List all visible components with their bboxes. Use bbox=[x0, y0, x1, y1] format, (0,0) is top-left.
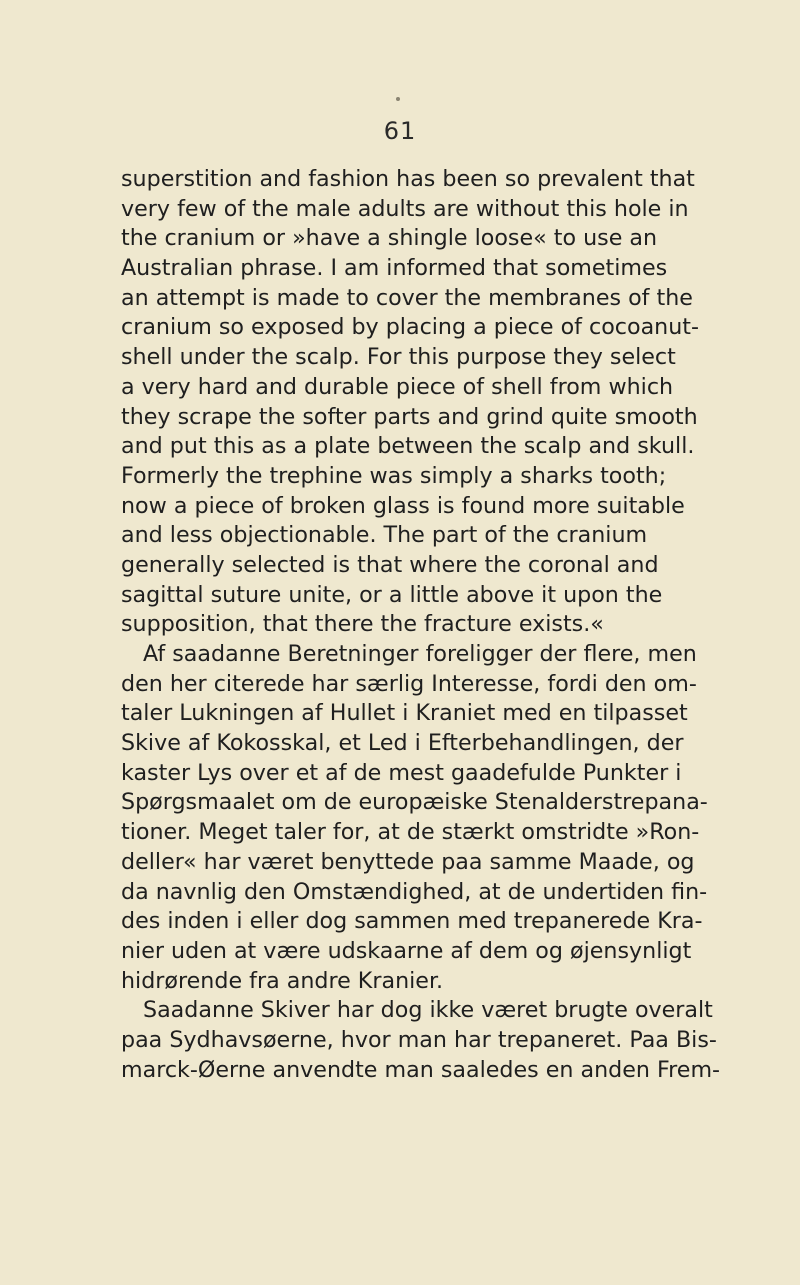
text-line: cranium so exposed by placing a piece of cocoanut- bbox=[121, 314, 699, 341]
body-text bbox=[121, 165, 721, 1085]
text-line: tioner. Meget taler for, at de stærkt omstridte »Ron- bbox=[121, 819, 700, 846]
text-line: Formerly the trephine was simply a sharks tooth; bbox=[121, 462, 667, 489]
text-line: very few of the male adults are without this hole in bbox=[121, 195, 689, 222]
text-line: taler Lukningen af Hullet i Kraniet med en tilpasset bbox=[121, 700, 688, 727]
text-line: the cranium or »have a shingle loose« to use an bbox=[121, 225, 658, 252]
print-speck bbox=[396, 97, 400, 101]
text-line: Spørgsmaalet om de europæiske Stenalderstrepana- bbox=[121, 789, 708, 816]
text-line: superstition and fashion has been so prevalent that bbox=[121, 166, 695, 192]
text-line: paa Sydhavsøerne, hvor man har trepaneret. Paa Bis- bbox=[121, 1026, 717, 1053]
text-line: marck-Øerne anvendte man saaledes en anden Frem- bbox=[121, 1056, 721, 1083]
text-line: des inden i eller dog sammen med trepanerede Kra- bbox=[121, 908, 703, 935]
text-line: nier uden at være udskaarne af dem og øjensynligt bbox=[121, 937, 692, 964]
text-line: generally selected is that where the coronal and bbox=[121, 551, 659, 578]
text-line: now a piece of broken glass is found more suitable bbox=[121, 492, 685, 519]
text-line: a very hard and durable piece of shell from which bbox=[121, 373, 674, 400]
text-line: deller« har været benyttede paa samme Maade, og bbox=[121, 848, 695, 875]
text-line: and less objectionable. The part of the cranium bbox=[121, 522, 648, 549]
text-line: hidrørende fra andre Kranier. bbox=[121, 967, 444, 994]
text-line: shell under the scalp. For this purpose they select bbox=[121, 344, 676, 371]
paragraph-start-line: Af saadanne Beretninger foreligger der flere, men bbox=[143, 641, 697, 667]
text-line: da navnlig den Omstændighed, at de undertiden fin- bbox=[121, 878, 708, 905]
text-line: den her citerede har særlig Interesse, fordi den om- bbox=[121, 670, 697, 697]
text-line: sagittal suture unite, or a little above it upon the bbox=[121, 581, 663, 608]
text-line: Skive af Kokosskal, et Led i Efterbehandlingen, der bbox=[121, 730, 684, 757]
page-number: 61 bbox=[383, 117, 417, 145]
text-line: Australian phrase. I am informed that sometimes bbox=[121, 255, 668, 282]
text-line: they scrape the softer parts and grind quite smooth bbox=[121, 403, 698, 430]
text-line: supposition, that there the fracture exists.« bbox=[121, 611, 604, 638]
text-line: and put this as a plate between the scalp and skull. bbox=[121, 433, 695, 460]
text-line: an attempt is made to cover the membranes of the bbox=[121, 284, 693, 311]
text-line: kaster Lys over et af de mest gaadefulde Punkter i bbox=[121, 759, 682, 786]
paragraph-start-line: Saadanne Skiver har dog ikke været brugte overalt bbox=[143, 997, 713, 1024]
